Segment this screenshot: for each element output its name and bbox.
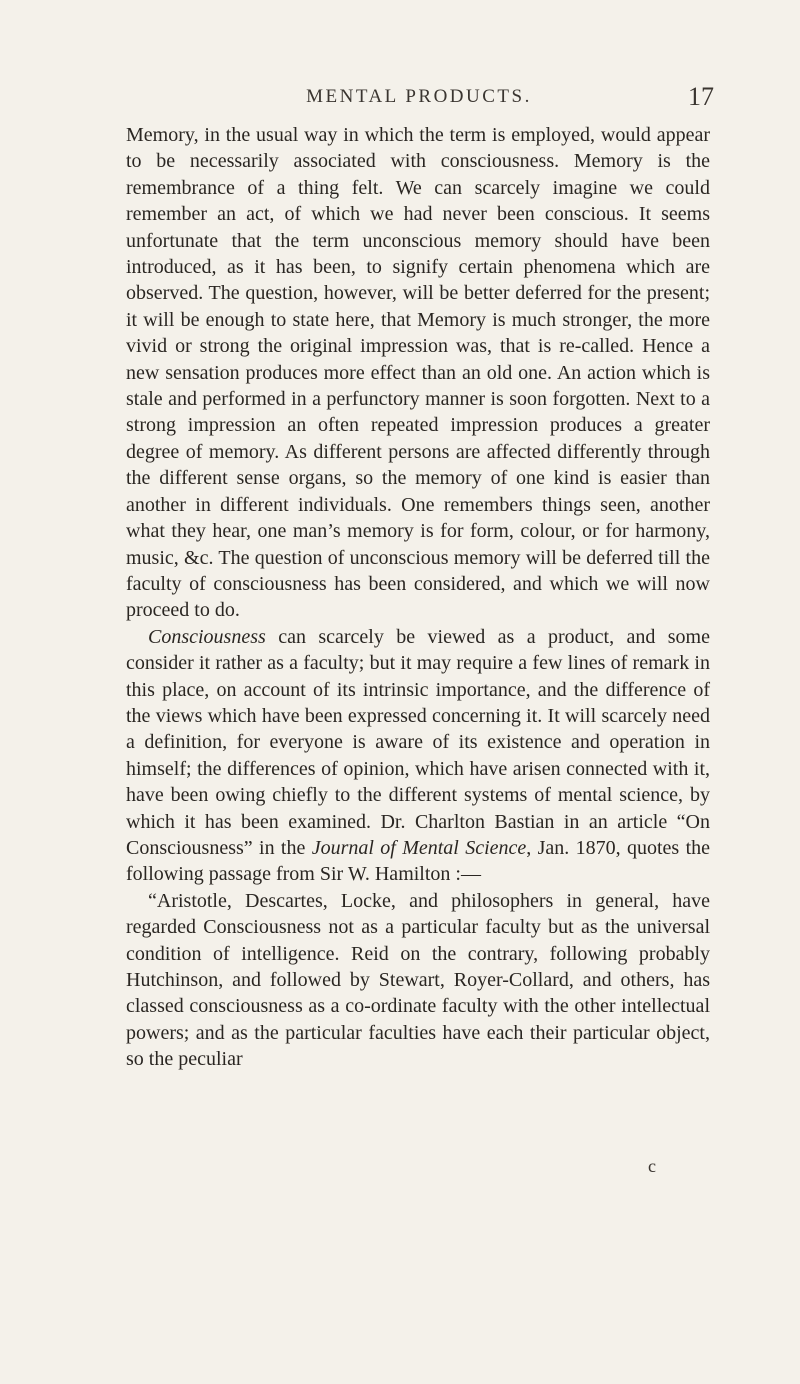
paragraph-quotation <box>126 888 710 1073</box>
text-run: “Aristotle, Descartes, Locke, and philosophers in general, have regarded Consciousness not as a particular faculty but as the universal condition of intelligence. Reid on the contrary, following probably Hutchinson, and followed by Stewart, Royer-Collard, and others, has classed consciousness as a co-ordinate faculty with the other intellectual powers; and as the particular faculties have each their particular object, so the peculiar <box>126 889 710 1071</box>
paragraph-consciousness <box>126 624 710 888</box>
text-run: Memory, in the usual way in which the term is employed, would appear to be necessarily associated with consciousness. Memory is the remembrance of a thing felt. We can scarcely imagine we could remember an act, of which we had never been conscious. It seems unfortunate that the term unconscious memory should have been introduced, as it has been, to signify certain phenomena which are observed. The question, however, will be better deferred for the present; it will be enough to state here, that Memory is much stronger, the more vivid or strong the original impression was, that is re-called. Hence a new sensation produces more effect than an old one. An action which is stale and performed in a perfunctory manner is soon forgotten. Next to a strong impression an often repeated impression produces a greater degree of memory. As different persons are affected differently through the different sense organs, so the memory of one kind is easier than another in different individuals. One remembers things seen, another what they hear, one man’s memory is for form, colour, or for harmony, music, &c. The question of unconscious memory will be deferred till the faculty of consciousness has been considered, and which we will now proceed to do. <box>126 124 710 622</box>
body-text <box>126 122 710 1073</box>
paragraph-memory <box>126 122 710 624</box>
signature-mark: c <box>648 1156 656 1176</box>
running-title: MENTAL PRODUCTS. <box>306 86 532 107</box>
italic-journal-title: Journal of Mental Science <box>311 836 527 859</box>
italic-term-consciousness: Consciousness <box>148 625 266 648</box>
page-number: 17 <box>688 82 714 111</box>
text-run: can scarcely be viewed as a product, and some consider it rather as a faculty; but it may require a few lines of remark in this place, on account of its intrinsic importance, and the difference of the views which have been expressed concerning it. It will scarcely need a definition, for everyone is aware of its existence and operation in himself; the differences of opinion, which have arisen connected with it, have been owing chiefly to the different systems of mental science, by which it has been examined. Dr. Charlton Bastian in an article “On Consciousness” in the <box>126 625 710 859</box>
text-run: , Jan. 1870, quotes the following passage from Sir W. Hamilton :— <box>126 836 711 886</box>
running-head <box>124 82 714 112</box>
